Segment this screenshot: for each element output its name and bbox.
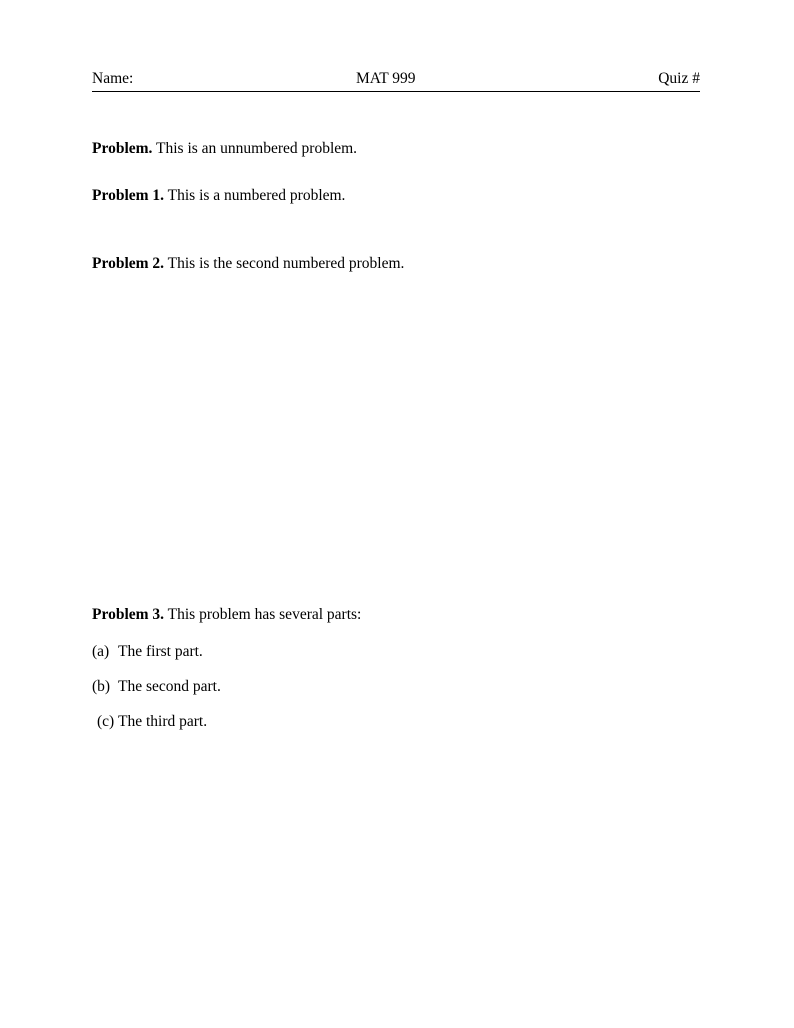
part-marker: (b) — [92, 677, 111, 695]
problem-3 — [92, 605, 702, 626]
problem-text: This is an unnumbered problem. — [156, 140, 358, 157]
problem-spacer-2 — [92, 207, 702, 254]
part-marker: (a) — [92, 642, 110, 660]
problem-1 — [92, 186, 702, 207]
problem-label: Problem. — [92, 140, 153, 157]
problem-3-parts — [92, 642, 702, 733]
header-course: MAT 999 — [355, 70, 416, 87]
part-text: The first part. — [118, 642, 203, 660]
header-quiz: Quiz # — [658, 70, 700, 87]
part-marker: (c) — [97, 712, 115, 730]
problem-text: This is the second numbered problem. — [167, 254, 405, 272]
list-item — [92, 712, 702, 733]
problem-label: Problem 3. — [92, 605, 165, 623]
header-spacer — [92, 92, 702, 139]
list-item — [92, 642, 702, 663]
header-name-label: Name: — [92, 70, 134, 87]
page-header — [92, 70, 700, 92]
problem-spacer-1 — [92, 160, 702, 186]
problem-text: This problem has several parts: — [167, 605, 362, 623]
problem-unnumbered — [92, 139, 702, 160]
document-content — [92, 70, 702, 746]
part-text: The third part. — [118, 712, 208, 730]
problem-text: This is a numbered problem. — [167, 186, 346, 204]
problem-label: Problem 1. — [92, 186, 165, 204]
list-item — [92, 677, 702, 698]
problem-2 — [92, 254, 702, 275]
part-text: The second part. — [118, 677, 221, 695]
problem-spacer-3 — [92, 275, 702, 605]
problem-label: Problem 2. — [92, 254, 165, 272]
